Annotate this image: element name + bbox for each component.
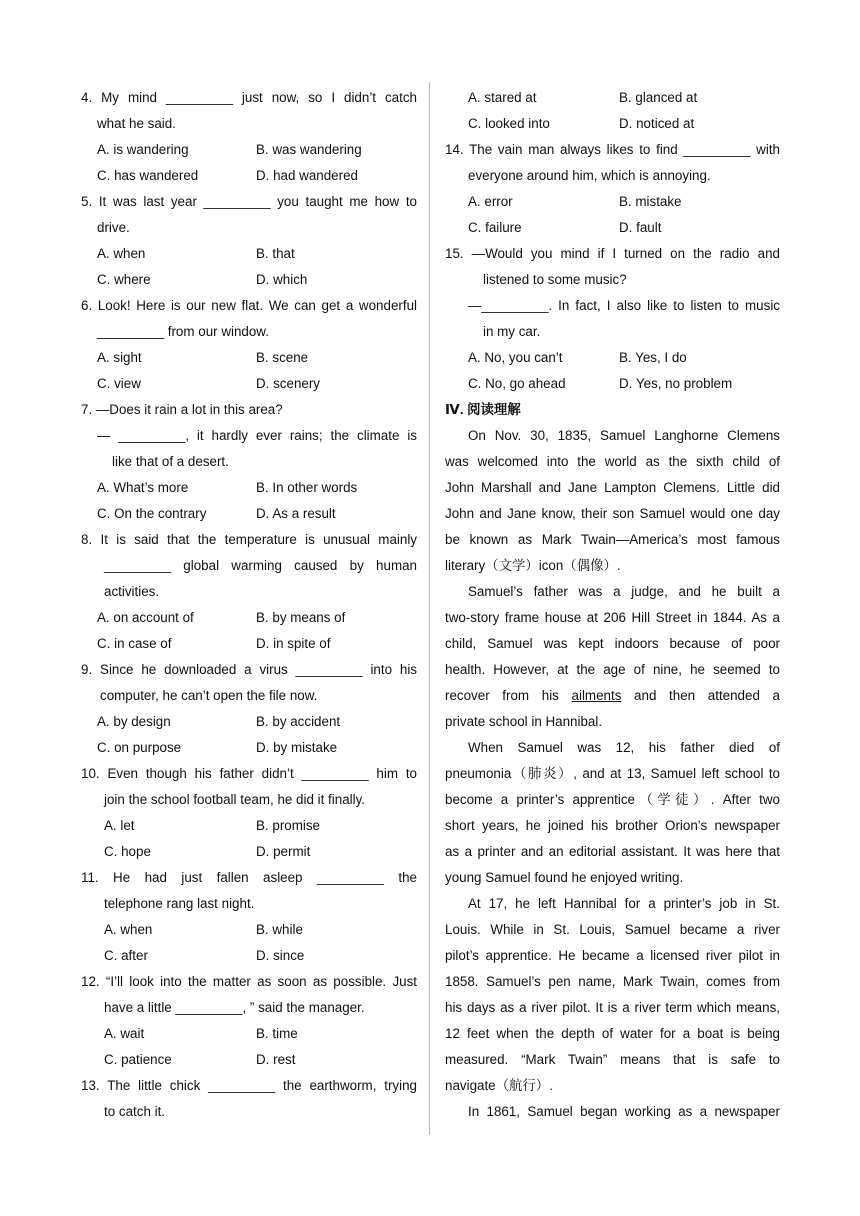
question-15-stem: 15. —Would you mind if I turned on the radio and: [445, 246, 780, 261]
option-c: C. patience: [104, 1052, 172, 1067]
question-14-stem-cont: everyone around him, which is annoying.: [468, 168, 711, 183]
option-d: D. noticed at: [619, 116, 695, 131]
paragraph-4-line: pilot’s apprentice. He became a licensed river pilot in: [445, 948, 780, 963]
paragraph-4-line: navigate（航行）.: [445, 1078, 553, 1093]
paragraph-4-line: measured. “Mark Twain” means that is safe to: [445, 1052, 780, 1067]
option-d: D. As a result: [256, 506, 336, 521]
question-7-reply-cont: like that of a desert.: [112, 454, 229, 469]
question-4-options-ab: [81, 137, 417, 163]
option-b: B. by accident: [256, 714, 341, 729]
question-5-stem-cont: drive.: [97, 220, 130, 235]
option-c: C. looked into: [468, 116, 550, 131]
question-7-reply: — _________, it hardly ever rains; the climate is: [97, 428, 417, 443]
option-b: B. In other words: [256, 480, 358, 495]
paragraph-4-line: Louis. While in St. Louis, Samuel became a river: [445, 922, 780, 937]
question-13-stem-cont: to catch it.: [104, 1104, 166, 1119]
question-6-options-ab: [81, 345, 417, 371]
option-b: B. was wandering: [256, 142, 362, 157]
question-7-options-cd: [81, 501, 417, 527]
paragraph-3-line: pneumonia（肺炎）, and at 13, Samuel left school to: [445, 766, 780, 781]
paragraph-3-line: short years, he joined his brother Orion’s newspaper: [445, 818, 780, 833]
option-a: A. on account of: [97, 610, 194, 625]
question-9-options-cd: [81, 735, 417, 761]
paragraph-2-line: health. However, at the age of nine, he seemed to: [445, 662, 780, 677]
option-a: A. is wandering: [97, 142, 189, 157]
section-heading: Ⅳ. 阅读理解: [445, 402, 521, 417]
question-8-stem: 8. It is said that the temperature is unusual mainly: [81, 532, 417, 547]
paragraph-3-line: as a printer and an editorial assistant. It was here that: [445, 844, 780, 859]
paragraph-1-line: John and Jane know, their son Samuel would one day: [445, 506, 780, 521]
question-8-options-ab: [81, 605, 417, 631]
paragraph-3-line: become a printer’s apprentice（学徒）. After two: [445, 792, 780, 807]
column-divider: [429, 82, 430, 1135]
option-b: B. scene: [256, 350, 309, 365]
option-b: B. that: [256, 246, 295, 261]
question-5-options-ab: [81, 241, 417, 267]
option-c: C. has wandered: [97, 168, 199, 183]
question-13-stem: 13. The little chick _________ the earthworm, trying: [81, 1078, 417, 1093]
question-9-options-ab: [81, 709, 417, 735]
question-6-stem-cont: _________ from our window.: [97, 324, 269, 339]
question-14-options-cd: [445, 215, 780, 241]
option-d: D. scenery: [256, 376, 320, 391]
question-10-options-ab: [81, 813, 417, 839]
paragraph-4-line: At 17, he left Hannibal for a printer’s job in St.: [468, 896, 780, 911]
option-d: D. by mistake: [256, 740, 338, 755]
option-c: C. failure: [468, 220, 522, 235]
right-column: [445, 85, 780, 1125]
option-a: A. wait: [104, 1026, 145, 1041]
option-b: B. glanced at: [619, 90, 698, 105]
option-a: A. let: [104, 818, 135, 833]
question-12-stem: 12. “I’ll look into the matter as soon as possible. Just: [81, 974, 417, 989]
question-15-stem-cont: listened to some music?: [483, 272, 627, 287]
question-7-stem: 7. —Does it rain a lot in this area?: [81, 402, 283, 417]
question-15-options-cd: [445, 371, 780, 397]
text-run: recover from his: [445, 688, 572, 703]
option-d: D. fault: [619, 220, 662, 235]
option-a: A. sight: [97, 350, 142, 365]
option-c: C. after: [104, 948, 148, 963]
question-5-options-cd: [81, 267, 417, 293]
option-d: D. which: [256, 272, 308, 287]
paragraph-4-line: his days as a river pilot. It is a river term which means,: [445, 1000, 780, 1015]
option-b: B. mistake: [619, 194, 682, 209]
option-c: C. hope: [104, 844, 151, 859]
paragraph-3-line: When Samuel was 12, his father died of: [468, 740, 780, 755]
question-9-stem: 9. Since he downloaded a virus _________ into his: [81, 662, 417, 677]
paragraph-3-line: young Samuel found he enjoyed writing.: [445, 870, 684, 885]
question-11-options-ab: [81, 917, 417, 943]
option-c: C. view: [97, 376, 141, 391]
paragraph-4-line: 12 feet when the depth of water for a boat is being: [445, 1026, 780, 1041]
question-13-options-ab: [445, 85, 780, 111]
question-9-stem-cont: computer, he can’t open the file now.: [100, 688, 318, 703]
question-11-stem-cont: telephone rang last night.: [104, 896, 255, 911]
question-10-options-cd: [81, 839, 417, 865]
paragraph-1-line: On Nov. 30, 1835, Samuel Langhorne Clemens: [468, 428, 780, 443]
question-15-options-ab: [445, 345, 780, 371]
question-8-options-cd: [81, 631, 417, 657]
paragraph-4-line: 1858. Samuel’s pen name, Mark Twain, comes from: [445, 974, 780, 989]
paragraph-1-line: literary（文学）icon（偶像）.: [445, 558, 621, 573]
text-run: and then attended a: [621, 688, 781, 703]
option-b: B. time: [256, 1026, 298, 1041]
option-b: B. Yes, I do: [619, 350, 687, 365]
option-a: A. when: [104, 922, 153, 937]
question-12-options-ab: [81, 1021, 417, 1047]
option-c: C. On the contrary: [97, 506, 207, 521]
option-b: B. promise: [256, 818, 320, 833]
question-12-options-cd: [81, 1047, 417, 1073]
underlined-word: ailments: [571, 688, 622, 703]
option-d: D. rest: [256, 1052, 296, 1067]
paragraph-1-line: John Marshall and Jane Lampton Clemens. Little did: [445, 480, 780, 495]
option-d: D. had wandered: [256, 168, 358, 183]
paragraph-2-line: child, Samuel was kept indoors because of poor: [445, 636, 780, 651]
question-4-stem: 4. My mind _________ just now, so I didn’t catch: [81, 90, 417, 105]
option-d: D. in spite of: [256, 636, 331, 651]
option-d: D. since: [256, 948, 305, 963]
question-10-stem-cont: join the school football team, he did it finally.: [104, 792, 366, 807]
question-15-reply: —_________. In fact, I also like to listen to music: [468, 298, 780, 313]
question-4-stem-cont: what he said.: [97, 116, 176, 131]
question-14-stem: 14. The vain man always likes to find _________ with: [445, 142, 780, 157]
paragraph-2-line: [445, 683, 780, 709]
option-c: C. No, go ahead: [468, 376, 566, 391]
question-10-stem: 10. Even though his father didn’t _________ him to: [81, 766, 417, 781]
question-6-stem: 6. Look! Here is our new flat. We can get a wonderful: [81, 298, 417, 313]
option-a: A. when: [97, 246, 146, 261]
option-c: C. in case of: [97, 636, 172, 651]
option-d: D. Yes, no problem: [619, 376, 733, 391]
paragraph-2-line: private school in Hannibal.: [445, 714, 603, 729]
question-7-options-ab: [81, 475, 417, 501]
option-b: B. while: [256, 922, 303, 937]
option-a: A. No, you can’t: [468, 350, 563, 365]
question-8-stem-cont: _________ global warming caused by human: [104, 558, 417, 573]
question-12-stem-cont: have a little _________, ” said the manager.: [104, 1000, 365, 1015]
option-a: A. What’s more: [97, 480, 189, 495]
question-5-stem: 5. It was last year _________ you taught me how to: [81, 194, 417, 209]
question-8-stem-cont2: activities.: [104, 584, 160, 599]
question-13-options-cd: [445, 111, 780, 137]
question-4-options-cd: [81, 163, 417, 189]
option-a: A. by design: [97, 714, 171, 729]
left-column: [81, 85, 417, 1125]
option-c: C. where: [97, 272, 151, 287]
question-15-reply-cont: in my car.: [483, 324, 541, 339]
question-11-stem: 11. He had just fallen asleep _________ the: [81, 870, 417, 885]
option-d: D. permit: [256, 844, 311, 859]
question-6-options-cd: [81, 371, 417, 397]
option-a: A. stared at: [468, 90, 537, 105]
paragraph-1-line: was welcomed into the world as the sixth child of: [445, 454, 780, 469]
option-a: A. error: [468, 194, 513, 209]
paragraph-2-line: two-story frame house at 206 Hill Street in 1844. As a: [445, 610, 780, 625]
paragraph-5-line: In 1861, Samuel began working as a newspaper: [468, 1104, 780, 1119]
option-b: B. by means of: [256, 610, 346, 625]
option-c: C. on purpose: [97, 740, 182, 755]
question-14-options-ab: [445, 189, 780, 215]
paragraph-1-line: be known as Mark Twain—America’s most famous: [445, 532, 780, 547]
paragraph-2-line: Samuel’s father was a judge, and he built a: [468, 584, 780, 599]
question-11-options-cd: [81, 943, 417, 969]
